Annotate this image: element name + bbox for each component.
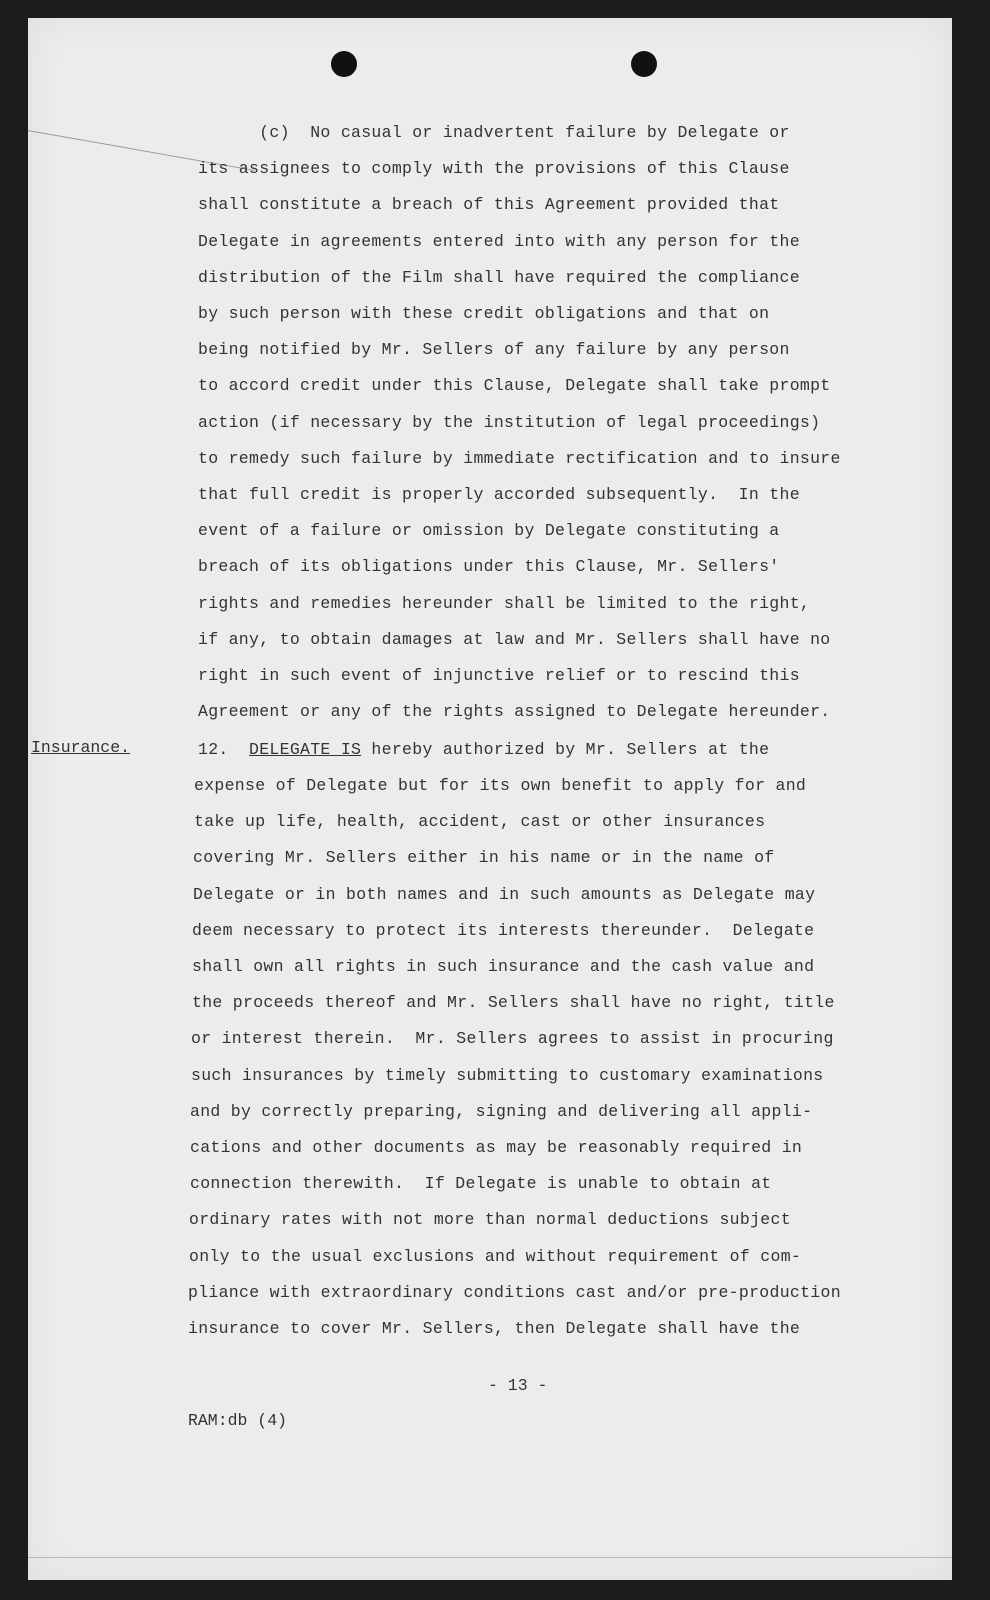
text-line: pliance with extraordinary conditions cast and/or pre-production [188, 1282, 841, 1302]
text-line: breach of its obligations under this Clause, Mr. Sellers' [198, 557, 780, 577]
text-line: insurance to cover Mr. Sellers, then Delegate shall have the [188, 1319, 801, 1338]
text-line: and by correctly preparing, signing and delivering all appli- [190, 1101, 813, 1121]
clause-12-first-line [198, 740, 769, 759]
text-line: action (if necessary by the institution of legal proceedings) [198, 412, 821, 432]
text-line: take up life, health, accident, cast or other insurances [194, 812, 766, 832]
clause-first-line-rest: hereby authorized by Mr. Sellers at the [361, 740, 770, 759]
text-line: shall constitute a breach of this Agreement provided that [198, 195, 780, 215]
text-line: covering Mr. Sellers either in his name or in the name of [193, 848, 775, 868]
text-line: ordinary rates with not more than normal deductions subject [189, 1210, 791, 1230]
text-line: shall own all rights in such insurance and the cash value and [192, 957, 815, 976]
text-line: such insurances by timely submitting to customary examinations [191, 1065, 824, 1085]
text-line: cations and other documents as may be reasonably required in [190, 1138, 803, 1157]
text-line: rights and remedies hereunder shall be limited to the right, [198, 593, 811, 613]
text-line: to accord credit under this Clause, Delegate shall take prompt [198, 376, 831, 396]
text-line: distribution of the Film shall have required the compliance [198, 267, 800, 287]
text-line: Delegate in agreements entered into with any person for the [198, 231, 800, 251]
text-line: event of a failure or omission by Delegate constituting a [198, 521, 780, 541]
text-line: expense of Delegate but for its own benefit to apply for and [194, 776, 807, 795]
text-line: if any, to obtain damages at law and Mr. Sellers shall have no [198, 629, 831, 649]
text-line: to remedy such failure by immediate rectification and to insure [198, 448, 841, 468]
paper-edge-line [28, 1557, 952, 1558]
text-line: being notified by Mr. Sellers of any failure by any person [198, 340, 790, 360]
text-line: the proceeds thereof and Mr. Sellers shall have no right, title [192, 993, 835, 1013]
page-number: - 13 - [488, 1376, 548, 1395]
reference-initials: RAM:db (4) [188, 1411, 288, 1430]
text-line: right in such event of injunctive relief or to rescind this [198, 666, 800, 685]
text-line: only to the usual exclusions and without requirement of com- [189, 1246, 802, 1266]
text-line: (c) No casual or inadvertent failure by Delegate or [198, 123, 790, 142]
margin-label-insurance: Insurance. [31, 738, 131, 757]
punch-hole-right [631, 51, 657, 77]
text-line: by such person with these credit obligations and that on [198, 304, 770, 323]
text-line: its assignees to comply with the provisions of this Clause [198, 159, 790, 179]
text-line: that full credit is properly accorded subsequently. In the [198, 485, 800, 504]
punch-hole-left [331, 51, 357, 77]
text-line: or interest therein. Mr. Sellers agrees to assist in procuring [191, 1029, 834, 1049]
document-page [28, 18, 952, 1580]
clause-number: 12. [198, 740, 229, 759]
text-line: Delegate or in both names and in such amounts as Delegate may [193, 884, 816, 904]
text-line: connection therewith. If Delegate is unable to obtain at [190, 1174, 772, 1194]
text-line: Agreement or any of the rights assigned to Delegate hereunder. [198, 702, 831, 722]
clause-heading: DELEGATE IS [249, 740, 362, 759]
text-line: deem necessary to protect its interests thereunder. Delegate [192, 920, 815, 940]
